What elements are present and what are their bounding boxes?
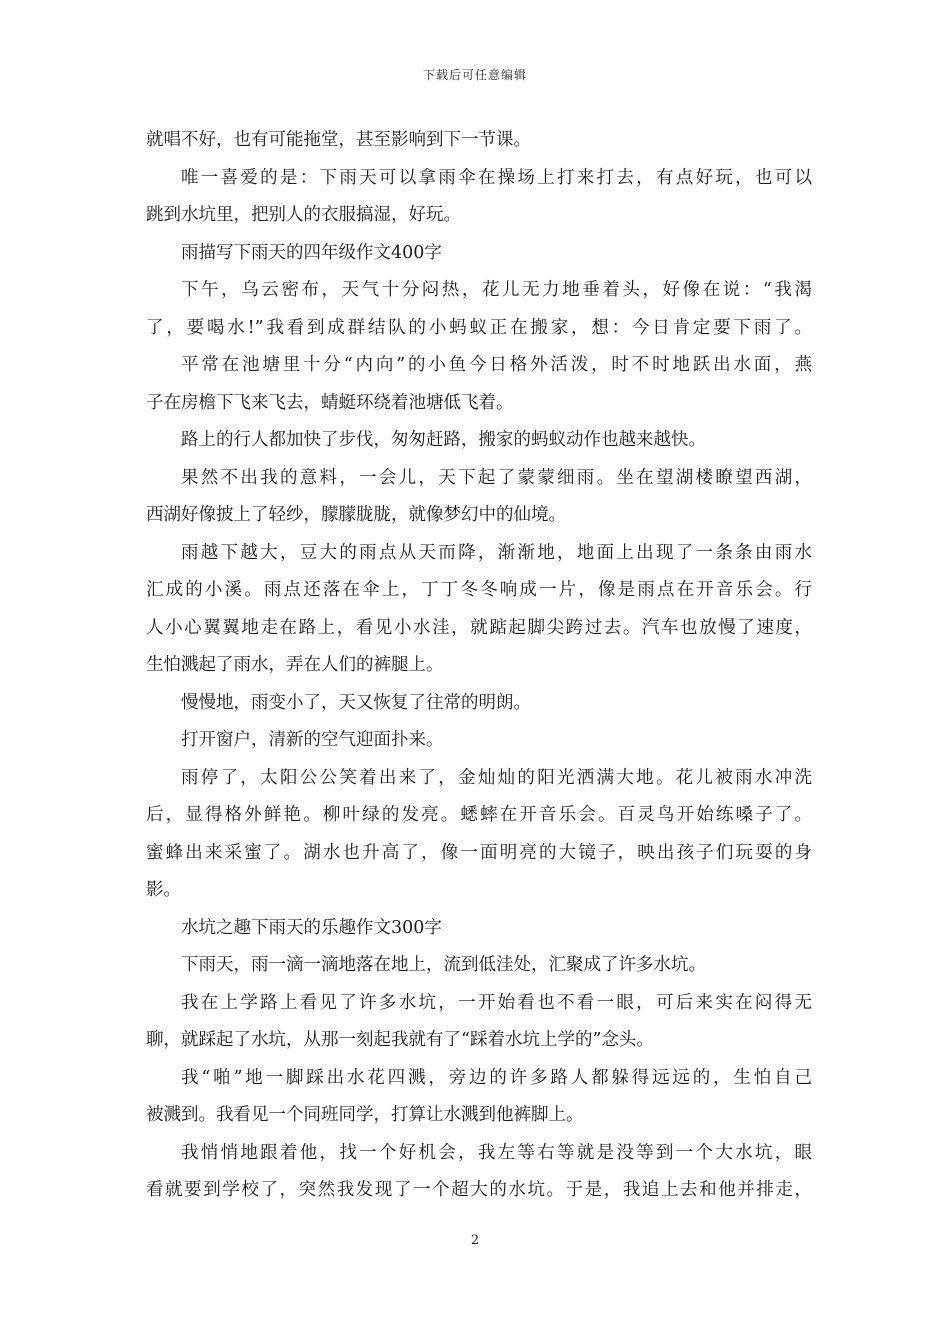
text-line: 慢慢地，雨变小了，天又恢复了往常的明朗。 — [181, 692, 531, 713]
text-line: 了，要喝水!”我看到成群结队的小蚂蚁正在搬家，想：今日肯定要下雨了。 — [146, 317, 812, 338]
text-line: 我“啪”地一脚踩出水花四溅，旁边的许多路人都躲得远远的，生怕自己 — [181, 1067, 812, 1088]
text-line: 唯一喜爱的是：下雨天可以拿雨伞在操场上打来打去，有点好玩，也可以 — [181, 167, 812, 188]
text-line: 生怕溅起了雨水，弄在人们的裤腿上。 — [146, 655, 444, 675]
text-line: 雨描写下雨天的四年级作文400字 — [181, 242, 442, 263]
text-line: 看就要到学校了，突然我发现了一个超大的水坑。于是，我追上去和他并排走， — [146, 1180, 812, 1200]
text-line: 聊，就踩起了水坑，从那一刻起我就有了“踩着水坑上学的”念头。 — [146, 1030, 654, 1050]
document-body — [146, 122, 812, 1210]
text-line: 人小心翼翼地走在路上，看见小水洼，就踮起脚尖跨过去。汽车也放慢了速度， — [146, 617, 812, 638]
text-line: 蜜蜂出来采蜜了。湖水也升高了，像一面明亮的大镜子，映出孩子们玩耍的身 — [146, 842, 812, 863]
text-line: 路上的行人都加快了步伐，匆匆赶路，搬家的蚂蚁动作也越来越快。 — [181, 430, 706, 450]
page-header: 下载后可任意编辑 — [422, 68, 527, 82]
text-line: 汇成的小溪。雨点还落在伞上，丁丁冬冬响成一片，像是雨点在开音乐会。行 — [146, 580, 812, 600]
text-line: 下午，乌云密布，天气十分闷热，花儿无力地垂着头，好像在说：“我渴 — [181, 280, 812, 300]
text-line: 就唱不好，也有可能拖堂，甚至影响到下一节课。 — [146, 130, 531, 150]
text-line: 跳到水坑里，把别人的衣服搞湿，好玩。 — [146, 205, 461, 225]
text-line: 被溅到。我看见一个同班同学，打算让水溅到他裤脚上。 — [146, 1105, 584, 1125]
text-line: 我在上学路上看见了许多水坑，一开始看也不看一眼，可后来实在闷得无 — [181, 992, 812, 1013]
text-line: 我悄悄地跟着他，找一个好机会，我左等右等就是没等到一个大水坑，眼 — [181, 1142, 812, 1163]
text-line: 影。 — [146, 880, 181, 900]
text-line: 打开窗户，清新的空气迎面扑来。 — [181, 730, 444, 750]
text-line: 雨越下越大，豆大的雨点从天而降，渐渐地，地面上出现了一条条由雨水 — [181, 542, 812, 563]
text-line: 西湖好像披上了轻纱，朦朦胧胧，就像梦幻中的仙境。 — [146, 505, 566, 525]
text-line: 果然不出我的意料，一会儿，天下起了蒙蒙细雨。坐在望湖楼瞭望西湖， — [181, 467, 812, 488]
text-line: 子在房檐下飞来飞去，蜻蜓环绕着池塘低飞着。 — [146, 392, 514, 413]
text-line: 平常在池塘里十分“内向”的小鱼今日格外活泼，时不时地跃出水面，燕 — [181, 355, 812, 375]
text-line: 下雨天，雨一滴一滴地落在地上，流到低洼处，汇聚成了许多水坑。 — [181, 955, 706, 975]
text-line: 水坑之趣下雨天的乐趣作文300字 — [181, 917, 442, 938]
text-line: 雨停了，太阳公公笑着出来了，金灿灿的阳光洒满大地。花儿被雨水冲洗 — [181, 767, 812, 788]
text-line: 后，显得格外鲜艳。柳叶绿的发亮。蟋蟀在开音乐会。百灵鸟开始练嗓子了。 — [146, 805, 812, 825]
page-number: 2 — [470, 1233, 480, 1248]
